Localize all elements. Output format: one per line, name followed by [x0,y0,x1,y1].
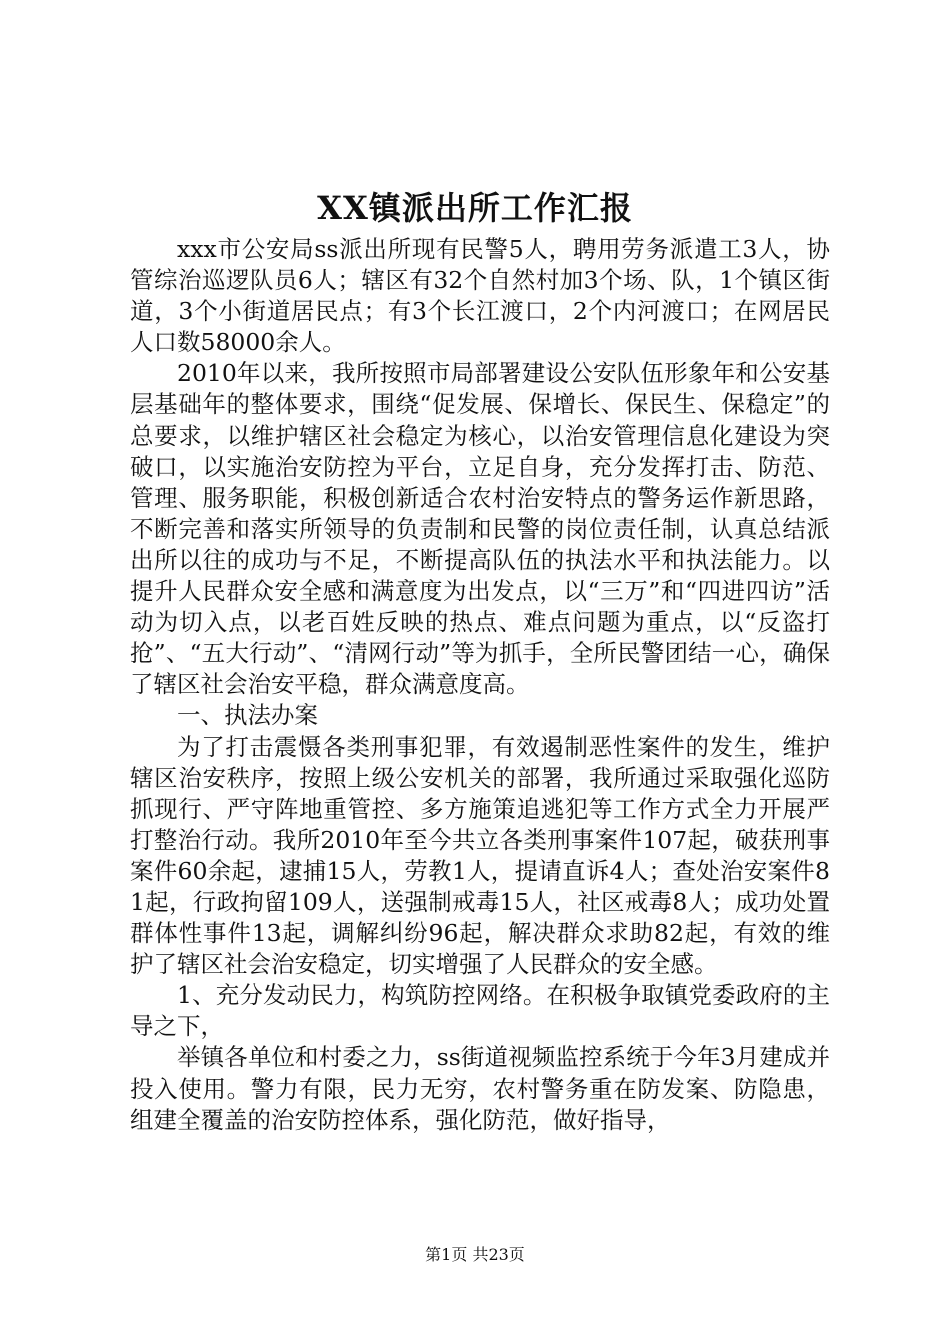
paragraph-video-surveillance: 举镇各单位和村委之力，ss街道视频监控系统于今年3月建成并投入使用。警力有限，民力无穷，农村警务重在防发案、防隐患，组建全覆盖的治安防控体系，强化防范，做好指导， [130,1043,830,1134]
paragraph-overview: xxx市公安局ss派出所现有民警5人，聘用劳务派遣工3人，协管综治巡逻队员6人；辖区有32个自然村加3个场、队，1个镇区街道，3个小街道居民点；有3个长江渡口，2个内河渡口；在网居民人口数58000余人。 [130,235,830,357]
paragraph-crime-statistics: 为了打击震慑各类刑事犯罪，有效遏制恶性案件的发生，维护辖区治安秩序，按照上级公安机关的部署，我所通过采取强化巡防抓现行、严守阵地重管控、多方施策追逃犯等工作方式全力开展严打整治行动。我所2010年至今共立各类刑事案件107起，破获刑事案件60余起，逮捕15人，劳教1人，提请直诉4人；查处治安案件81起，行政拘留109人，送强制戒毒15人，社区戒毒8人；成功处置群体性事件13起，调解纠纷96起，解决群众求助82起，有效的维护了辖区社会治安稳定，切实增强了人民群众的安全感。 [130,732,830,979]
page-footer: 第1页 共23页 [425,1245,525,1264]
paragraph-work-summary: 2010年以来，我所按照市局部署建设公安队伍形象年和公安基层基础年的整体要求，围绕“促发展、保增长、保民生、保稳定”的总要求，以维护辖区社会稳定为核心，以治安管理信息化建设为突破口，以实施治安防控为平台，立足自身，充分发挥打击、防范、管理、服务职能，积极创新适合农村治安特点的警务运作新思路，不断完善和落实所领导的负责制和民警的岗位责任制，认真总结派出所以往的成功与不足，不断提高队伍的执法水平和执法能力。以提升人民群众安全感和满意度为出发点，以“三万”和“四进四访”活动为切入点，以老百姓反映的热点、难点问题为重点，以“反盗打抢”、“五大行动”、“清网行动”等为抓手，全所民警团结一心，确保了辖区社会治安平稳，群众满意度高。 [130,359,830,699]
document-title: XX镇派出所工作汇报 [317,189,633,227]
document-body [130,234,830,1136]
section-heading-law-enforcement: 一、执法办案 [177,701,318,730]
paragraph-prevention-network: 1、充分发动民力，构筑防控网络。在积极争取镇党委政府的主导之下， [130,981,830,1041]
